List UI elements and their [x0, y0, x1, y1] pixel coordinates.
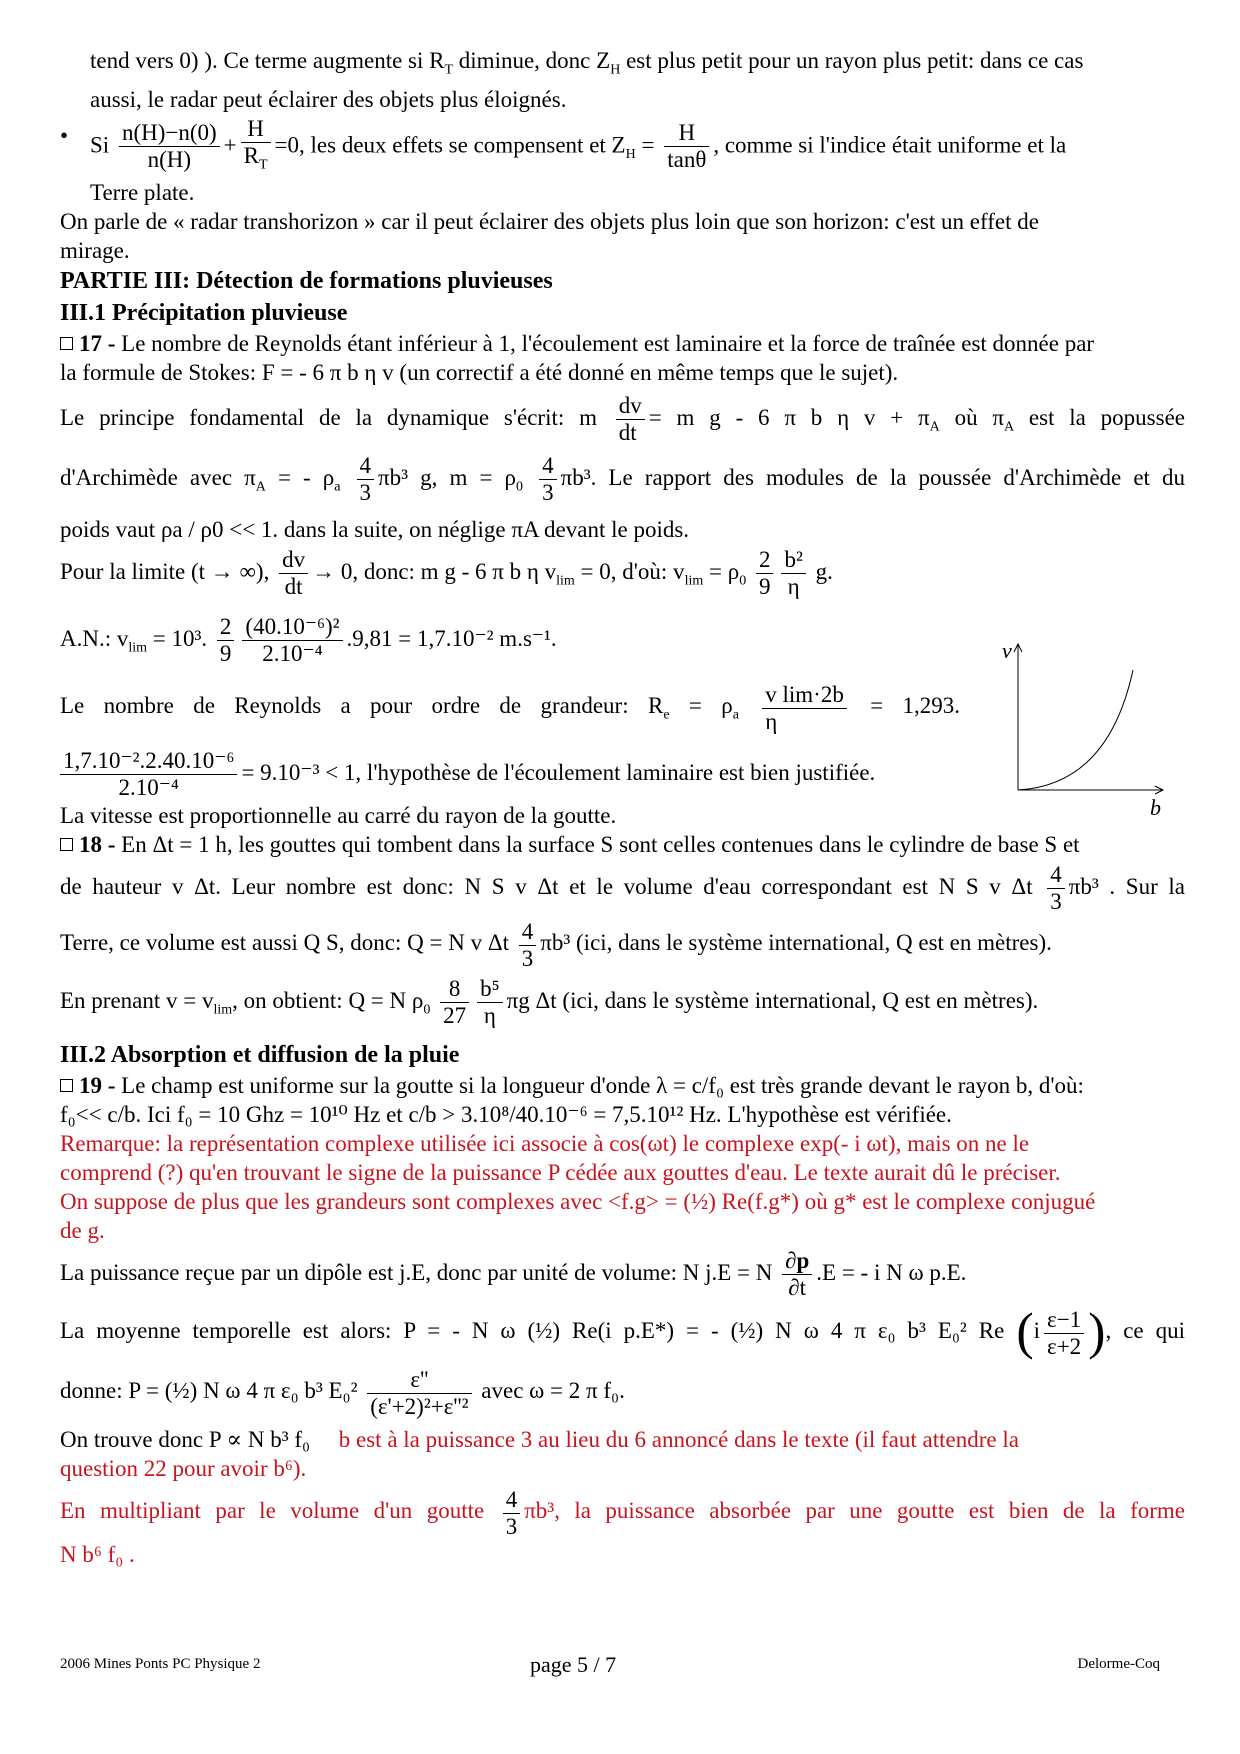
heading-3-2: III.2 Absorption et diffusion de la pluie — [60, 1042, 460, 1069]
velocity-radius-graph — [1002, 638, 1178, 820]
checkbox-icon — [60, 1079, 73, 1092]
q18-line4: En prenant $v = v_{lim}$, on obtient: Q = N $\rho_0$ $\frac{8}{27}$ $\frac{\text{b⁵}}{\eta}$ πg Δt (ici, dans le système international, Q est en mètres). — [60, 975, 1039, 1028]
para-terre: Terre plate. — [90, 180, 195, 206]
footer-left: 2006 Mines Ponts PC Physique 2 — [60, 1656, 261, 1672]
q17-poids: poids vaut ρa / ρ0 << 1. dans la suite, on néglige πA devant le poids. — [60, 517, 690, 543]
fraction-h-tan: $\frac{H}{\tan\theta}$ — [664, 120, 709, 173]
q17-intro: 17 - Le nombre de Reynolds étant inférieur à 1, l'écoulement est laminaire et la force de traînée est donnée par la formule de Stokes: F = - 6 π b η v (un correctif a été donné en même temps que le sujet). — [60, 331, 1095, 386]
fraction-n: $\frac{n(H)-n(0)}{n(H)}$ — [119, 120, 220, 173]
q17-reynolds: Le nombre de Reynolds a pour ordre de grandeur: $R_e = \rho_a$ $\frac{\text{v lim·2b}}{\eta}$ = 1,293. — [60, 681, 961, 734]
q18-intro: 18 - En Δt = 1 h, les gouttes qui tombent dans la surface S sont celles contenues dans le cylindre de base S et — [60, 830, 1185, 859]
checkbox-icon — [60, 838, 73, 851]
q17-archimede: d'Archimède avec $\pi_A$ = - $\rho_a$ $\frac{4}{3}$ πb³ g, $m = \rho_0$ $\frac{4}{3}$ πb³. Le rapport des modules de la poussée d'Archimède et du — [60, 452, 1186, 505]
q19-final: N b⁶ f₀ . — [60, 1541, 135, 1567]
footer-right: Delorme-Coq — [1077, 1656, 1160, 1672]
q19-puissance: La puissance reçue par un dipôle est j.E, donc par unité de volume: N j.E = N $\frac{\partial p}{\partial t}$ .E = - i N ω p.E. — [60, 1248, 967, 1301]
heading-3-1: III.1 Précipitation pluvieuse — [60, 300, 348, 327]
q17-pfd: Le principe fondamental de la dynamique s'écrit: m $\frac{dv}{dt}$ = m g - 6 π b η $v + \pi_A$ où $\pi_A$ est la popussée — [60, 393, 1186, 446]
fraction-h-rt: $\frac{H}{R_T}$ — [241, 116, 271, 179]
q17-an: A.N.: $v_{lim} = 10^3$. $\frac{2}{9}$ $\frac{\text{(40.10⁻⁶)²}}{\text{2.10⁻⁴}}$ .9,81 = 1,7.10⁻² m.s⁻¹. — [60, 613, 557, 666]
x-axis-label: b — [1150, 795, 1161, 820]
para-continuation: tend vers 0) ). Ce terme augmente si $R_T$ diminue, donc $Z_H$ est plus petit pour un rayon plus petit: dans ce cas aussi, le radar peut éclairer des objets plus éloignés. — [90, 48, 1084, 112]
q19-moyenne: La moyenne temporelle est alors: P = - N ω (½) Re(i p.E*) = - (½) N ω 4 π ε₀ b³ E₀² Re (i $\frac{\varepsilon-1}{\varepsilon+2}$ ), ce qui — [60, 1304, 1185, 1362]
q17-limite: Pour la limite (t → ∞), $\frac{dv}{dt}$ → 0, donc: m g - 6 π b η $v_{lim} = 0$, d'où: $v_{lim} = \rho_0$ $\frac{2}{9}$ $\frac{\text{b²}}{\eta}$ g. — [60, 547, 833, 600]
q19-conclusion: On trouve donc P ∝ N b³ f₀ b est à la puissance 3 au lieu du 6 annoncé dans le texte (il faut attendre la question 22 pour avoir b⁶). — [60, 1427, 1019, 1482]
q18-line3: Terre, ce volume est aussi Q S, donc: Q = N v Δt $\frac{4}{3}$ πb³ (ici, dans le système international, Q est en mètres). — [60, 918, 1052, 971]
q19-remarque: Remarque: la représentation complexe utilisée ici associe à cos(ωt) le complexe exp(- i ωt), mais on ne le comprend (?) qu'en trouvant le signe de la puissance P cédée aux gouttes d'eau. Le texte aurait dû le préciser. On suppose de plus que les grandeurs sont complexes avec <f.g> = (½) Re(f.g*) où g* est le complexe conjugué de g. — [60, 1131, 1096, 1244]
bullet-icon: • — [60, 122, 69, 148]
checkbox-icon — [60, 337, 73, 350]
q19-multiplier: En multipliant par le volume d'un goutte $\frac{4}{3}$ πb³, la puissance absorbée par une goutte est bien de la forme — [60, 1486, 1186, 1539]
bullet-item: • Si $\frac{n(H)-n(0)}{n(H)}$ + $\frac{H}{R_T}$ =0, les deux effets se compensent et $Z_H$ = $\frac{H}{\tan\theta}$ , comme si l'indice était uniforme et la — [60, 116, 1185, 179]
q18-line2: de hauteur v Δt. Leur nombre est donc: N S v Δt et le volume d'eau correspondant est N S v Δt $\frac{4}{3}$ πb³ . Sur la — [60, 862, 1185, 915]
para-transhorizon: On parle de « radar transhorizon » car il peut éclairer des objets plus loin que son horizon: c'est un effet de mirage. — [60, 209, 1039, 264]
y-axis-label: v — [1002, 638, 1012, 663]
heading-part3: PARTIE III: Détection de formations pluvieuses — [60, 268, 553, 295]
parabola-curve — [1018, 670, 1133, 790]
q17-proportionnel: La vitesse est proportionnelle au carré du rayon de la goutte. — [60, 803, 617, 829]
q19-donne: donne: P = (½) N ω 4 π ε₀ b³ E₀² $\frac{\varepsilon''}{\text{(ε'+2)²+ε''²}}$ avec ω = 2 π f₀. — [60, 1366, 625, 1419]
page-number: page 5 / 7 — [530, 1652, 617, 1677]
page-footer — [60, 1652, 1160, 1676]
q19-intro: 19 - Le champ est uniforme sur la goutte si la longueur d'onde λ = c/f₀ est très grande devant le rayon b, d'où: f₀<< c/b. Ici f₀ = 10 Ghz = 10¹⁰ Hz et c/b > 3.10⁸/40.10⁻⁶ = 7,5.10¹² Hz. L'hypothèse est vérifiée. — [60, 1073, 1084, 1128]
q17-reynolds-value: $\frac{\text{1,7.10⁻².2.40.10⁻⁶}}{\text{2.10⁻⁴}}$ = 9.10⁻³ < 1, l'hypothèse de l'écoulement laminaire est bien justifiée. — [60, 745, 1185, 801]
document-body — [60, 46, 1185, 1569]
